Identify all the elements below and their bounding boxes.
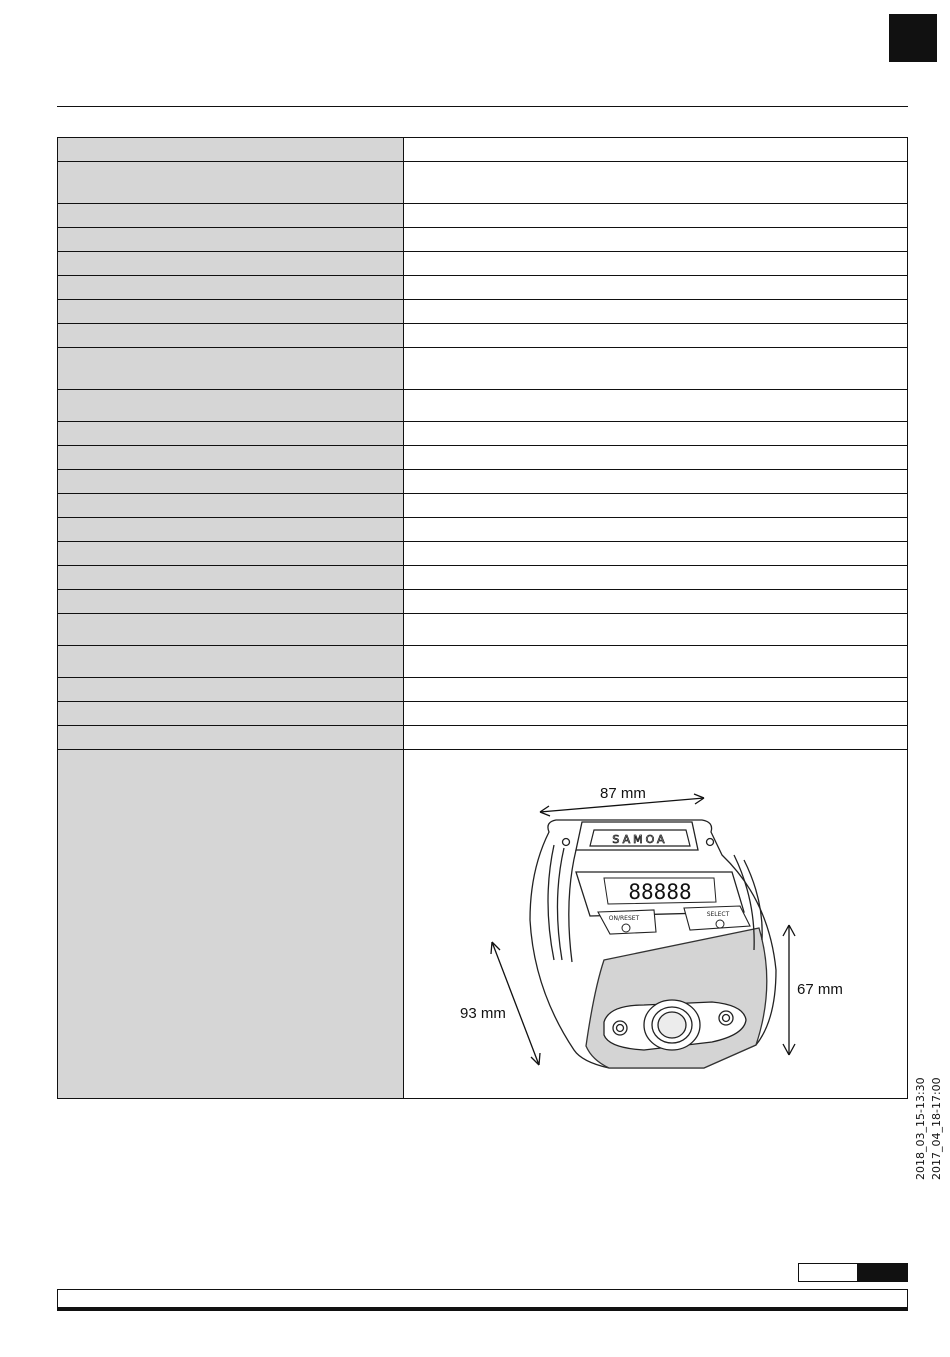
table-row bbox=[58, 470, 908, 494]
spec-label-cell bbox=[58, 276, 404, 300]
spec-label-cell bbox=[58, 750, 404, 1099]
page-number-box bbox=[798, 1263, 858, 1282]
section-tab bbox=[889, 14, 937, 62]
width-dimension-label: 87 mm bbox=[600, 785, 646, 802]
table-row bbox=[58, 276, 908, 300]
table-row bbox=[58, 228, 908, 252]
spec-value-cell bbox=[404, 646, 908, 678]
spec-value-cell bbox=[404, 228, 908, 252]
spec-label-cell bbox=[58, 300, 404, 324]
spec-value-cell bbox=[404, 390, 908, 422]
spec-value-cell bbox=[404, 162, 908, 204]
spec-value-cell bbox=[404, 726, 908, 750]
spec-value-cell bbox=[404, 678, 908, 702]
table-row bbox=[58, 646, 908, 678]
spec-label-cell bbox=[58, 590, 404, 614]
table-row bbox=[58, 590, 908, 614]
spec-value-cell bbox=[404, 300, 908, 324]
brand-plate bbox=[590, 830, 690, 846]
table-row bbox=[58, 162, 908, 204]
height-dimension-label: 67 mm bbox=[797, 981, 843, 998]
footer-bar bbox=[57, 1289, 908, 1311]
spec-value-cell bbox=[404, 446, 908, 470]
spec-label-cell bbox=[58, 702, 404, 726]
revision-stamp bbox=[912, 1060, 950, 1180]
select-button-label: SELECT bbox=[706, 911, 730, 918]
spec-value-cell bbox=[404, 542, 908, 566]
table-row bbox=[58, 518, 908, 542]
table-row bbox=[58, 348, 908, 390]
spec-label-cell bbox=[58, 324, 404, 348]
spec-value-cell bbox=[404, 518, 908, 542]
spec-label-cell bbox=[58, 348, 404, 390]
table-row bbox=[58, 300, 908, 324]
table-row bbox=[58, 390, 908, 422]
spec-value-cell bbox=[404, 614, 908, 646]
table-row bbox=[58, 252, 908, 276]
device-brand-text: SAMOA bbox=[612, 833, 668, 846]
page-tab-fill bbox=[857, 1263, 908, 1282]
table-row bbox=[58, 614, 908, 646]
spec-label-cell bbox=[58, 542, 404, 566]
spec-value-cell bbox=[404, 494, 908, 518]
table-row bbox=[58, 324, 908, 348]
table-row bbox=[58, 750, 908, 1099]
table-row bbox=[58, 494, 908, 518]
spec-value-cell bbox=[404, 276, 908, 300]
spec-label-cell bbox=[58, 446, 404, 470]
dimensions-figure-cell bbox=[404, 750, 908, 1099]
table-row bbox=[58, 446, 908, 470]
spec-value-cell bbox=[404, 590, 908, 614]
spec-value-cell bbox=[404, 252, 908, 276]
spec-value-cell bbox=[404, 470, 908, 494]
spec-value-cell bbox=[404, 348, 908, 390]
spec-label-cell bbox=[58, 422, 404, 446]
table-row bbox=[58, 726, 908, 750]
table-row bbox=[58, 542, 908, 566]
spec-value-cell bbox=[404, 422, 908, 446]
table-row bbox=[58, 204, 908, 228]
table-row bbox=[58, 422, 908, 446]
spec-label-cell bbox=[58, 726, 404, 750]
spec-label-cell bbox=[58, 678, 404, 702]
spec-label-cell bbox=[58, 390, 404, 422]
spec-table bbox=[57, 137, 908, 1099]
spec-label-cell bbox=[58, 252, 404, 276]
spec-label-cell bbox=[58, 518, 404, 542]
meter-dimensions-figure bbox=[404, 750, 907, 1098]
spec-label-cell bbox=[58, 162, 404, 204]
table-row bbox=[58, 138, 908, 162]
revision-stamp-line2: 2017_04_18-17:00 bbox=[930, 1077, 943, 1180]
spec-label-cell bbox=[58, 566, 404, 590]
spec-label-cell bbox=[58, 228, 404, 252]
spec-value-cell bbox=[404, 324, 908, 348]
revision-stamp-line1: 2018_03_15-13:30 bbox=[914, 1077, 927, 1180]
table-row bbox=[58, 702, 908, 726]
spec-label-cell bbox=[58, 646, 404, 678]
spec-value-cell bbox=[404, 204, 908, 228]
spec-label-cell bbox=[58, 494, 404, 518]
spec-value-cell bbox=[404, 702, 908, 726]
table-row bbox=[58, 678, 908, 702]
spec-label-cell bbox=[58, 614, 404, 646]
meter-drawing bbox=[404, 750, 908, 1098]
spec-value-cell bbox=[404, 566, 908, 590]
on-reset-button-label: ON/RESET bbox=[608, 915, 640, 922]
display-digits: 88888 bbox=[628, 880, 692, 904]
spec-label-cell bbox=[58, 204, 404, 228]
spec-value-cell bbox=[404, 138, 908, 162]
header-rule bbox=[57, 106, 908, 107]
depth-dimension-label: 93 mm bbox=[460, 1005, 506, 1022]
spec-label-cell bbox=[58, 138, 404, 162]
spec-label-cell bbox=[58, 470, 404, 494]
table-row bbox=[58, 566, 908, 590]
